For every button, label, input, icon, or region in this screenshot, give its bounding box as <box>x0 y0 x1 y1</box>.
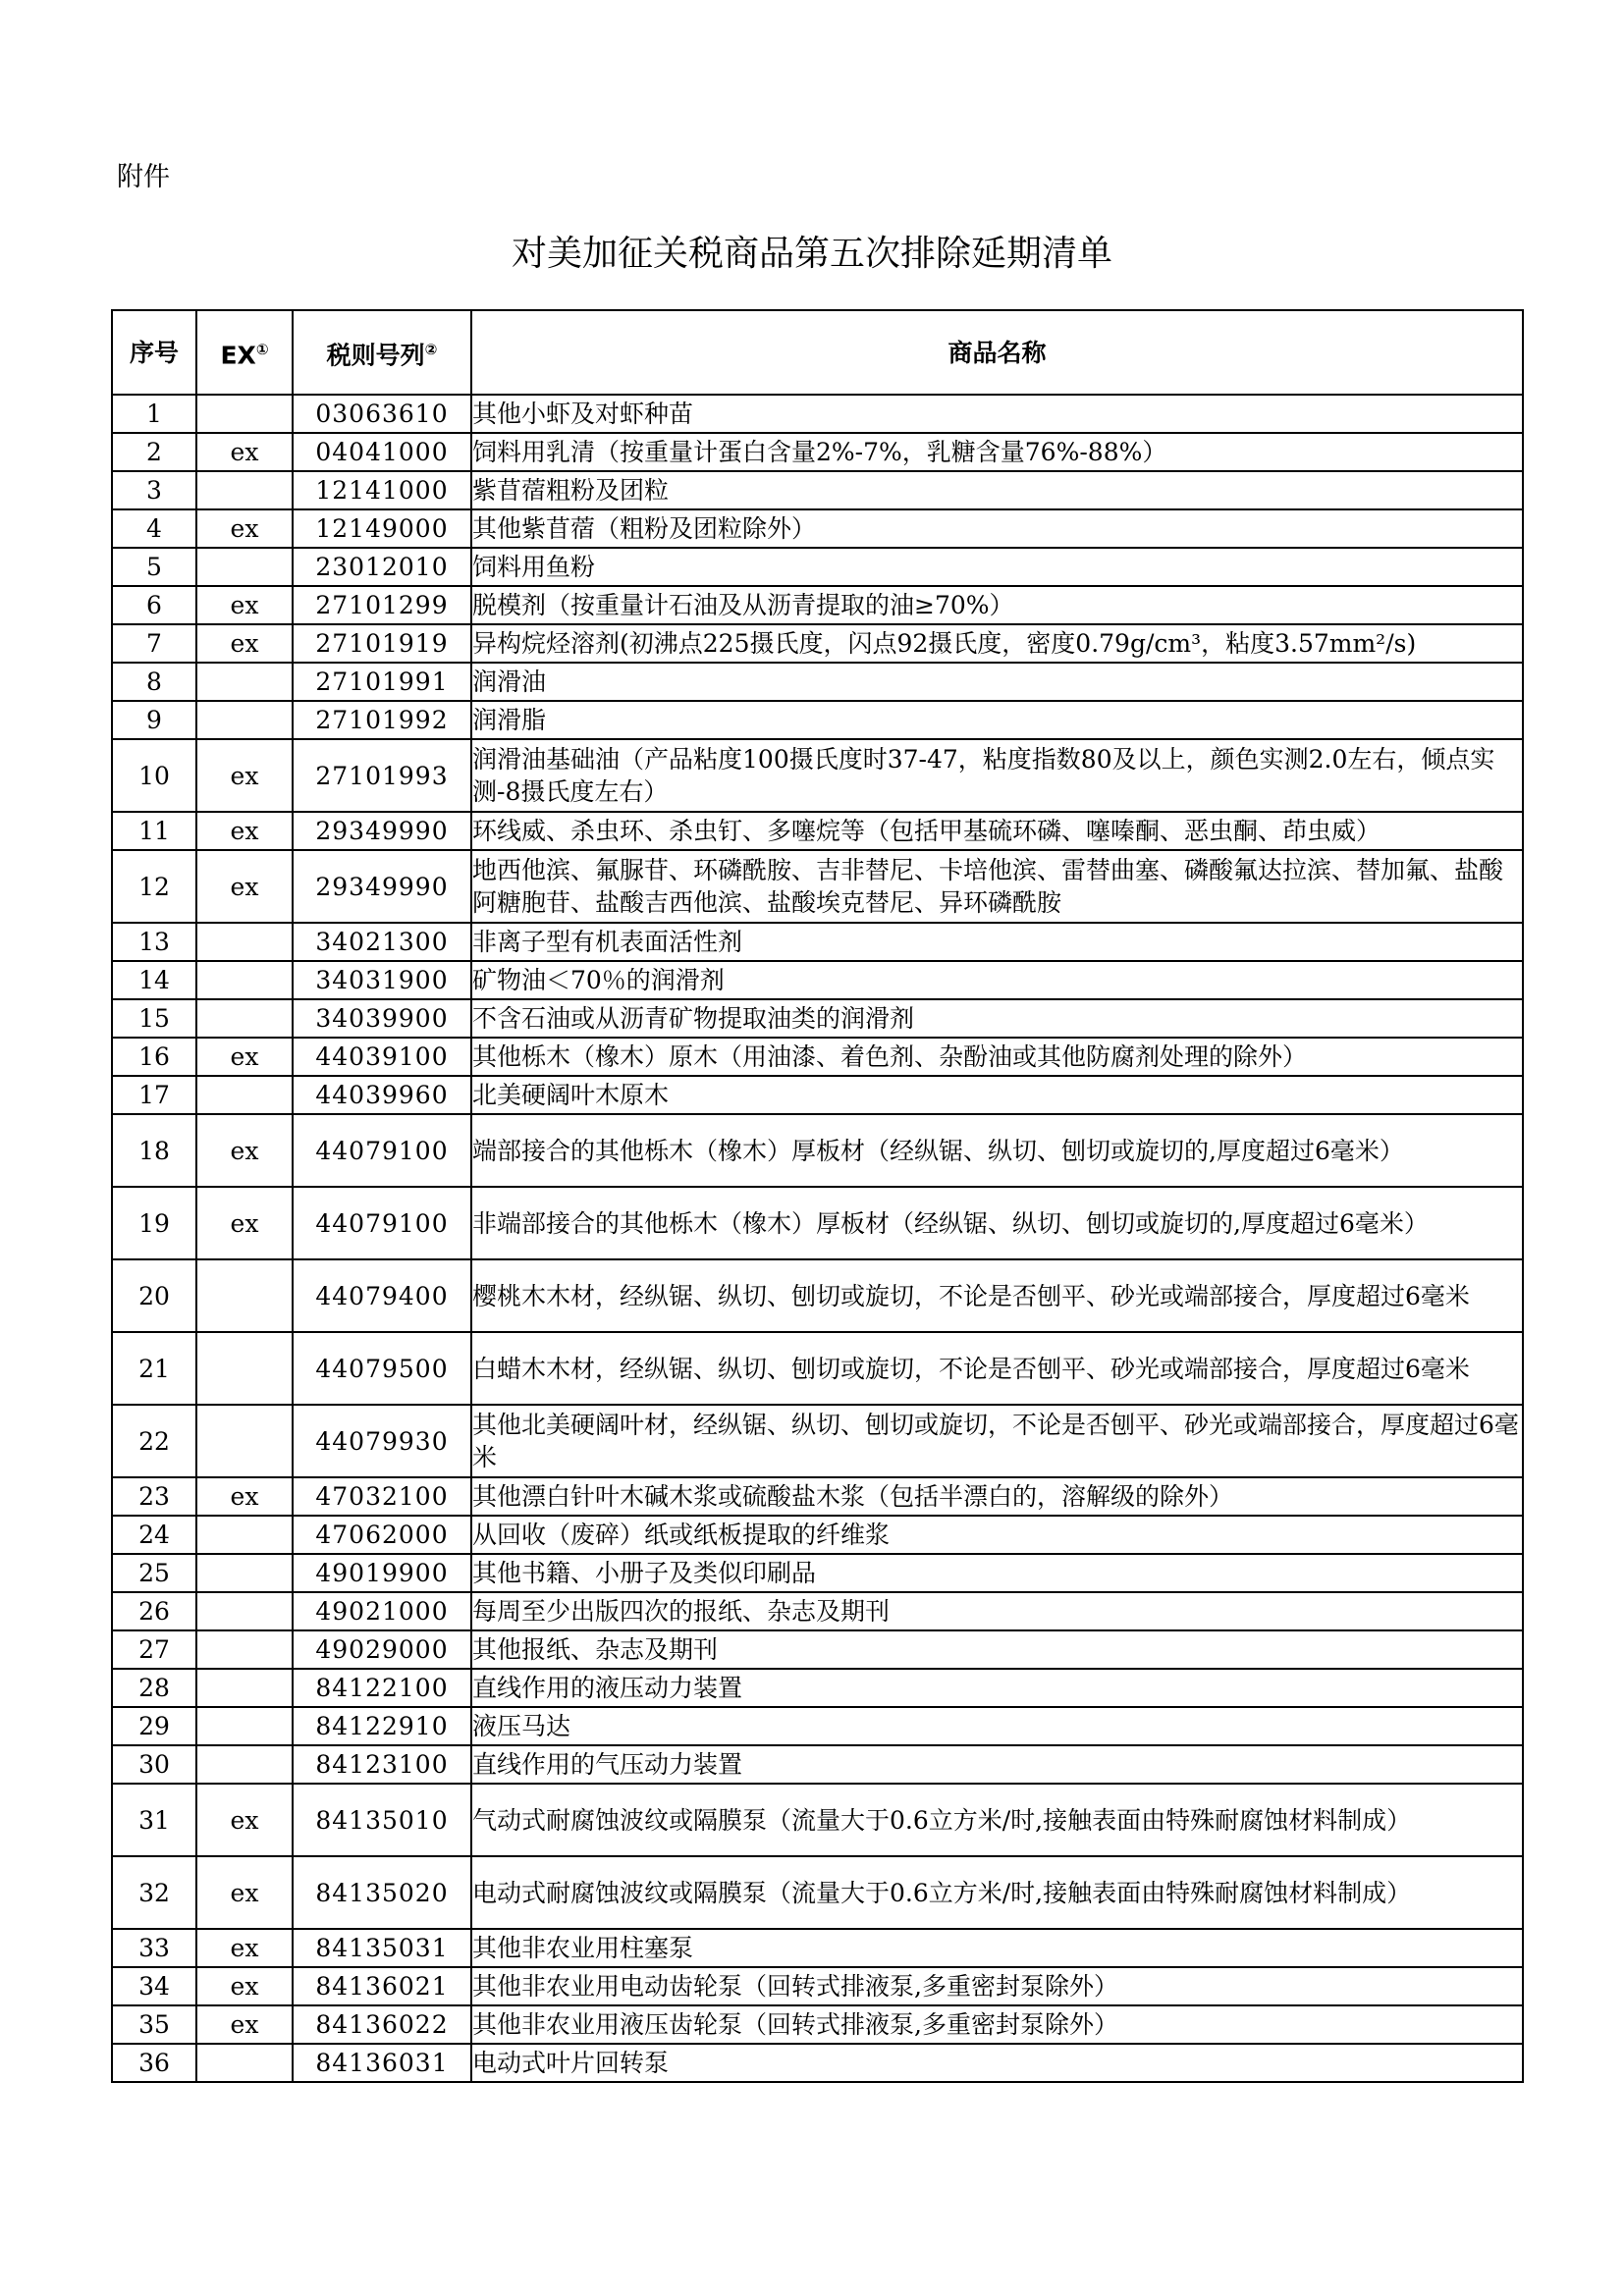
cell-seq: 19 <box>112 1187 196 1259</box>
cell-product-name: 从回收（废碎）纸或纸板提取的纤维浆 <box>471 1516 1523 1554</box>
table-row <box>112 1516 1523 1554</box>
cell-product-name: 环线威、杀虫环、杀虫钉、多噻烷等（包括甲基硫环磷、噻嗪酮、恶虫酮、茚虫威） <box>471 812 1523 850</box>
cell-tariff-code: 47062000 <box>293 1516 471 1554</box>
table-row <box>112 433 1523 471</box>
cell-product-name: 直线作用的气压动力装置 <box>471 1745 1523 1784</box>
header-tariff-code <box>293 310 471 395</box>
cell-product-name: 润滑脂 <box>471 701 1523 739</box>
cell-seq: 24 <box>112 1516 196 1554</box>
table-row <box>112 1856 1523 1929</box>
cell-tariff-code: 84135020 <box>293 1856 471 1929</box>
cell-ex <box>196 999 293 1038</box>
cell-seq: 28 <box>112 1669 196 1707</box>
cell-tariff-code: 34031900 <box>293 961 471 999</box>
cell-tariff-code: 44039100 <box>293 1038 471 1076</box>
cell-product-name: 润滑油基础油（产品粘度100摄氏度时37-47，粘度指数80及以上，颜色实测2.0左右，倾点实测-8摄氏度左右） <box>471 739 1523 812</box>
header-code-footnote: ② <box>424 340 438 358</box>
cell-ex <box>196 961 293 999</box>
header-ex <box>196 310 293 395</box>
cell-product-name: 不含石油或从沥青矿物提取油类的润滑剂 <box>471 999 1523 1038</box>
cell-ex <box>196 1630 293 1669</box>
cell-ex <box>196 701 293 739</box>
table-row <box>112 850 1523 923</box>
table-row <box>112 923 1523 961</box>
header-seq: 序号 <box>112 310 196 395</box>
table-row <box>112 1630 1523 1669</box>
cell-seq: 25 <box>112 1554 196 1592</box>
cell-ex <box>196 1669 293 1707</box>
cell-tariff-code: 29349990 <box>293 812 471 850</box>
cell-product-name: 其他紫苜蓿（粗粉及团粒除外） <box>471 509 1523 548</box>
cell-tariff-code: 04041000 <box>293 433 471 471</box>
cell-ex: ex <box>196 1187 293 1259</box>
cell-ex <box>196 1259 293 1332</box>
cell-seq: 11 <box>112 812 196 850</box>
cell-seq: 5 <box>112 548 196 586</box>
table-row <box>112 812 1523 850</box>
cell-product-name: 非离子型有机表面活性剂 <box>471 923 1523 961</box>
cell-seq: 20 <box>112 1259 196 1332</box>
cell-ex <box>196 1405 293 1477</box>
cell-seq: 30 <box>112 1745 196 1784</box>
cell-product-name: 其他书籍、小册子及类似印刷品 <box>471 1554 1523 1592</box>
cell-product-name: 气动式耐腐蚀波纹或隔膜泵（流量大于0.6立方米/时,接触表面由特殊耐腐蚀材料制成） <box>471 1784 1523 1856</box>
cell-ex <box>196 1332 293 1405</box>
cell-product-name: 其他北美硬阔叶材，经纵锯、纵切、刨切或旋切，不论是否刨平、砂光或端部接合，厚度超过6毫米 <box>471 1405 1523 1477</box>
cell-tariff-code: 23012010 <box>293 548 471 586</box>
table-row <box>112 1259 1523 1332</box>
cell-seq: 34 <box>112 1967 196 2005</box>
cell-seq: 33 <box>112 1929 196 1967</box>
table-row <box>112 395 1523 433</box>
table-row <box>112 1707 1523 1745</box>
table-row <box>112 1784 1523 1856</box>
cell-tariff-code: 44079930 <box>293 1405 471 1477</box>
table-row <box>112 1669 1523 1707</box>
cell-seq: 17 <box>112 1076 196 1114</box>
attachment-label: 附件 <box>117 162 170 192</box>
cell-product-name: 端部接合的其他栎木（橡木）厚板材（经纵锯、纵切、刨切或旋切的,厚度超过6毫米） <box>471 1114 1523 1187</box>
header-code-label: 税则号列 <box>326 341 425 370</box>
cell-tariff-code: 49021000 <box>293 1592 471 1630</box>
cell-tariff-code: 44039960 <box>293 1076 471 1114</box>
cell-ex <box>196 663 293 701</box>
cell-tariff-code: 84136031 <box>293 2044 471 2082</box>
cell-ex <box>196 1554 293 1592</box>
exclusion-list-table <box>111 309 1524 2083</box>
cell-ex <box>196 471 293 509</box>
cell-seq: 21 <box>112 1332 196 1405</box>
cell-seq: 18 <box>112 1114 196 1187</box>
cell-product-name: 脱模剂（按重量计石油及从沥青提取的油≥70%） <box>471 586 1523 624</box>
cell-seq: 3 <box>112 471 196 509</box>
cell-seq: 7 <box>112 624 196 663</box>
cell-ex: ex <box>196 812 293 850</box>
cell-ex: ex <box>196 2005 293 2044</box>
table-body <box>112 395 1523 2082</box>
cell-seq: 14 <box>112 961 196 999</box>
cell-seq: 2 <box>112 433 196 471</box>
cell-ex: ex <box>196 850 293 923</box>
cell-tariff-code: 03063610 <box>293 395 471 433</box>
cell-seq: 15 <box>112 999 196 1038</box>
table-row <box>112 1592 1523 1630</box>
table-row <box>112 1554 1523 1592</box>
cell-tariff-code: 49019900 <box>293 1554 471 1592</box>
table-row <box>112 1114 1523 1187</box>
cell-product-name: 其他小虾及对虾种苗 <box>471 395 1523 433</box>
cell-seq: 36 <box>112 2044 196 2082</box>
cell-tariff-code: 44079500 <box>293 1332 471 1405</box>
cell-seq: 27 <box>112 1630 196 1669</box>
cell-product-name: 矿物油＜70％的润滑剂 <box>471 961 1523 999</box>
table-row <box>112 1929 1523 1967</box>
cell-product-name: 地西他滨、氟脲苷、环磷酰胺、吉非替尼、卡培他滨、雷替曲塞、磷酸氟达拉滨、替加氟、盐酸阿糖胞苷、盐酸吉西他滨、盐酸埃克替尼、异环磷酰胺 <box>471 850 1523 923</box>
table-row <box>112 586 1523 624</box>
cell-ex <box>196 1516 293 1554</box>
cell-tariff-code: 34039900 <box>293 999 471 1038</box>
cell-seq: 31 <box>112 1784 196 1856</box>
cell-product-name: 电动式耐腐蚀波纹或隔膜泵（流量大于0.6立方米/时,接触表面由特殊耐腐蚀材料制成） <box>471 1856 1523 1929</box>
cell-product-name: 樱桃木木材，经纵锯、纵切、刨切或旋切，不论是否刨平、砂光或端部接合，厚度超过6毫米 <box>471 1259 1523 1332</box>
table-row <box>112 471 1523 509</box>
cell-ex <box>196 1745 293 1784</box>
cell-tariff-code: 12149000 <box>293 509 471 548</box>
cell-tariff-code: 44079100 <box>293 1187 471 1259</box>
cell-ex: ex <box>196 1477 293 1516</box>
cell-ex: ex <box>196 509 293 548</box>
table-row <box>112 961 1523 999</box>
table-row <box>112 1076 1523 1114</box>
cell-seq: 23 <box>112 1477 196 1516</box>
cell-product-name: 其他非农业用电动齿轮泵（回转式排液泵,多重密封泵除外） <box>471 1967 1523 2005</box>
cell-ex <box>196 1592 293 1630</box>
table-row <box>112 1477 1523 1516</box>
cell-tariff-code: 27101919 <box>293 624 471 663</box>
cell-tariff-code: 44079400 <box>293 1259 471 1332</box>
table-row <box>112 1967 1523 2005</box>
cell-seq: 4 <box>112 509 196 548</box>
cell-seq: 35 <box>112 2005 196 2044</box>
table-row <box>112 1405 1523 1477</box>
cell-ex: ex <box>196 1929 293 1967</box>
cell-ex <box>196 1076 293 1114</box>
cell-seq: 6 <box>112 586 196 624</box>
cell-product-name: 直线作用的液压动力装置 <box>471 1669 1523 1707</box>
cell-tariff-code: 47032100 <box>293 1477 471 1516</box>
cell-tariff-code: 44079100 <box>293 1114 471 1187</box>
cell-seq: 13 <box>112 923 196 961</box>
cell-product-name: 其他非农业用液压齿轮泵（回转式排液泵,多重密封泵除外） <box>471 2005 1523 2044</box>
table-row <box>112 1187 1523 1259</box>
cell-product-name: 白蜡木木材，经纵锯、纵切、刨切或旋切，不论是否刨平、砂光或端部接合，厚度超过6毫米 <box>471 1332 1523 1405</box>
cell-ex: ex <box>196 624 293 663</box>
cell-product-name: 饲料用鱼粉 <box>471 548 1523 586</box>
cell-tariff-code: 27101299 <box>293 586 471 624</box>
cell-ex <box>196 395 293 433</box>
cell-ex <box>196 548 293 586</box>
table-row <box>112 663 1523 701</box>
cell-ex: ex <box>196 1784 293 1856</box>
cell-tariff-code: 49029000 <box>293 1630 471 1669</box>
cell-product-name: 液压马达 <box>471 1707 1523 1745</box>
cell-tariff-code: 29349990 <box>293 850 471 923</box>
table-row <box>112 509 1523 548</box>
cell-product-name: 紫苜蓿粗粉及团粒 <box>471 471 1523 509</box>
cell-tariff-code: 34021300 <box>293 923 471 961</box>
table-row <box>112 999 1523 1038</box>
cell-product-name: 非端部接合的其他栎木（橡木）厚板材（经纵锯、纵切、刨切或旋切的,厚度超过6毫米） <box>471 1187 1523 1259</box>
cell-tariff-code: 27101991 <box>293 663 471 701</box>
table-row <box>112 2005 1523 2044</box>
cell-seq: 1 <box>112 395 196 433</box>
header-ex-label: EX <box>220 341 256 370</box>
cell-product-name: 润滑油 <box>471 663 1523 701</box>
cell-product-name: 电动式叶片回转泵 <box>471 2044 1523 2082</box>
cell-tariff-code: 84136022 <box>293 2005 471 2044</box>
cell-seq: 32 <box>112 1856 196 1929</box>
table-row <box>112 1038 1523 1076</box>
table-row <box>112 739 1523 812</box>
table-row <box>112 624 1523 663</box>
cell-tariff-code: 12141000 <box>293 471 471 509</box>
cell-tariff-code: 27101992 <box>293 701 471 739</box>
cell-seq: 16 <box>112 1038 196 1076</box>
cell-ex <box>196 1707 293 1745</box>
cell-tariff-code: 84123100 <box>293 1745 471 1784</box>
cell-seq: 8 <box>112 663 196 701</box>
cell-seq: 26 <box>112 1592 196 1630</box>
cell-tariff-code: 84122100 <box>293 1669 471 1707</box>
cell-seq: 12 <box>112 850 196 923</box>
cell-product-name: 北美硬阔叶木原木 <box>471 1076 1523 1114</box>
cell-product-name: 每周至少出版四次的报纸、杂志及期刊 <box>471 1592 1523 1630</box>
table-row <box>112 2044 1523 2082</box>
cell-tariff-code: 27101993 <box>293 739 471 812</box>
cell-seq: 9 <box>112 701 196 739</box>
header-ex-footnote: ① <box>255 340 269 358</box>
cell-ex: ex <box>196 1114 293 1187</box>
cell-tariff-code: 84136021 <box>293 1967 471 2005</box>
table-row <box>112 701 1523 739</box>
cell-ex: ex <box>196 1967 293 2005</box>
cell-tariff-code: 84135010 <box>293 1784 471 1856</box>
page-title: 对美加征关税商品第五次排除延期清单 <box>511 234 1112 274</box>
cell-product-name: 其他漂白针叶木碱木浆或硫酸盐木浆（包括半漂白的，溶解级的除外） <box>471 1477 1523 1516</box>
cell-ex <box>196 2044 293 2082</box>
table-row <box>112 1745 1523 1784</box>
table-row <box>112 1332 1523 1405</box>
cell-seq: 29 <box>112 1707 196 1745</box>
cell-ex: ex <box>196 433 293 471</box>
cell-product-name: 其他报纸、杂志及期刊 <box>471 1630 1523 1669</box>
cell-product-name: 其他栎木（橡木）原木（用油漆、着色剂、杂酚油或其他防腐剂处理的除外） <box>471 1038 1523 1076</box>
table-row <box>112 548 1523 586</box>
cell-tariff-code: 84135031 <box>293 1929 471 1967</box>
cell-ex: ex <box>196 1038 293 1076</box>
cell-ex <box>196 923 293 961</box>
cell-product-name: 其他非农业用柱塞泵 <box>471 1929 1523 1967</box>
cell-seq: 22 <box>112 1405 196 1477</box>
cell-ex: ex <box>196 1856 293 1929</box>
cell-product-name: 异构烷烃溶剂(初沸点225摄氏度，闪点92摄氏度，密度0.79g/cm³，粘度3.57mm²/s) <box>471 624 1523 663</box>
cell-tariff-code: 84122910 <box>293 1707 471 1745</box>
cell-ex: ex <box>196 739 293 812</box>
table-header-row <box>112 310 1523 395</box>
cell-seq: 10 <box>112 739 196 812</box>
cell-product-name: 饲料用乳清（按重量计蛋白含量2%-7%，乳糖含量76%-88%） <box>471 433 1523 471</box>
header-product-name: 商品名称 <box>471 310 1523 395</box>
cell-ex: ex <box>196 586 293 624</box>
